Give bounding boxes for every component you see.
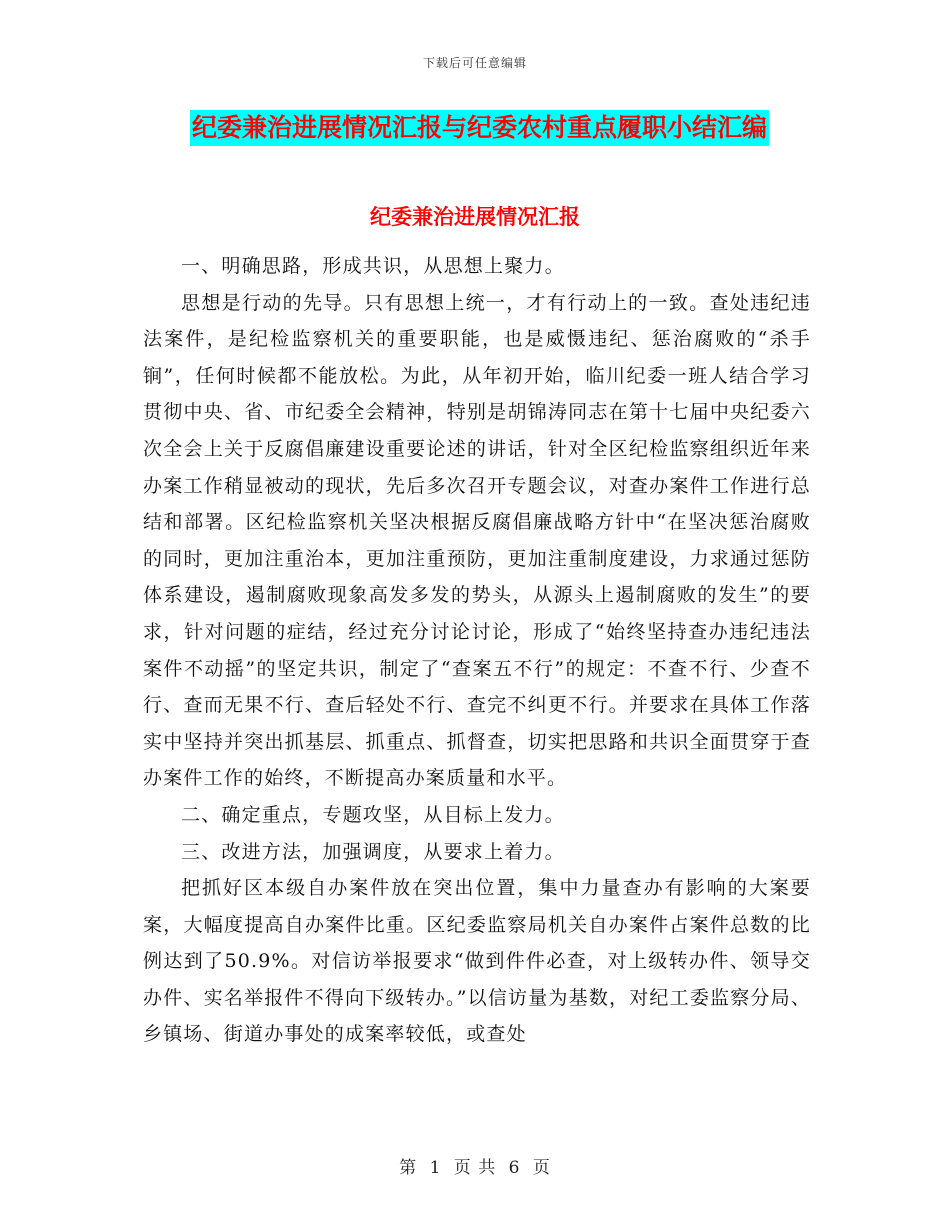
footer-total-pages: 6 (508, 1158, 521, 1178)
heading-paragraph-3: 三、改进方法，加强调度，从要求上着力。 (181, 840, 565, 863)
page-header-note: 下载后可任意编辑 (422, 56, 527, 70)
heading-paragraph-2: 二、确定重点，专题攻坚，从目标上发力。 (181, 803, 565, 826)
section-title: 纪委兼治进展情况汇报 (370, 205, 580, 229)
document-title-container (190, 110, 810, 148)
body-paragraph: 把抓好区本级自办案件放在突出位置，集中力量查办有影响的大案要案，大幅度提高自办案件比重。区纪委监察局机关自办案件占案件总数的比例达到了50.9%。对信访举报要求“做到件件必查，对上级转办件、领导交办件、实名举报件不得向下级转办。”以信访量为基数，对纪工委监察分局、乡镇场、街道办事处的成案率较低，或查处 (143, 877, 812, 1046)
footer-prefix: 第 (399, 1158, 418, 1178)
footer-middle: 页 共 (453, 1158, 497, 1178)
footer-suffix: 页 (532, 1158, 551, 1178)
document-body (143, 248, 811, 1053)
body-paragraph: 思想是行动的先导。只有思想上统一，才有行动上的一致。查处违纪违法案件，是纪检监察机关的重要职能，也是威慑违纪、惩治腐败的“杀手锏”，任何时候都不能放松。为此，从年初开始，临川纪委一班人结合学习贯彻中央、省、市纪委全会精神，特别是胡锦涛同志在第十七届中央纪委六次全会上关于反腐倡廉建设重要论述的讲话，针对全区纪检监察组织近年来办案工作稍显被动的现状，先后多次召开专题会议，对查办案件工作进行总结和部署。区纪检监察机关坚决根据反腐倡廉战略方针中“在坚决惩治腐败的同时，更加注重治本，更加注重预防，更加注重制度建设，力求通过惩防体系建设，遏制腐败现象高发多发的势头，从源头上遏制腐败的发生”的要求，针对问题的症结，经过充分讨论讨论，形成了“始终坚持查办违纪违法案件不动摇”的坚定共识，制定了“查案五不行”的规定：不查不行、少查不行、查而无果不行、查后轻处不行、查完不纠更不行。并要求在具体工作落实中坚持并突出抓基层、抓重点、抓督查，切实把思路和共识全面贯穿于查办案件工作的始终，不断提高办案质量和水平。 (143, 291, 811, 790)
page-footer (0, 1153, 950, 1178)
document-title: 纪委兼治进展情况汇报与纪委农村重点履职小结汇编 (190, 110, 769, 146)
footer-page-number: 1 (429, 1158, 442, 1178)
heading-paragraph-1: 一、明确思路，形成共识，从思想上聚力。 (181, 255, 565, 277)
